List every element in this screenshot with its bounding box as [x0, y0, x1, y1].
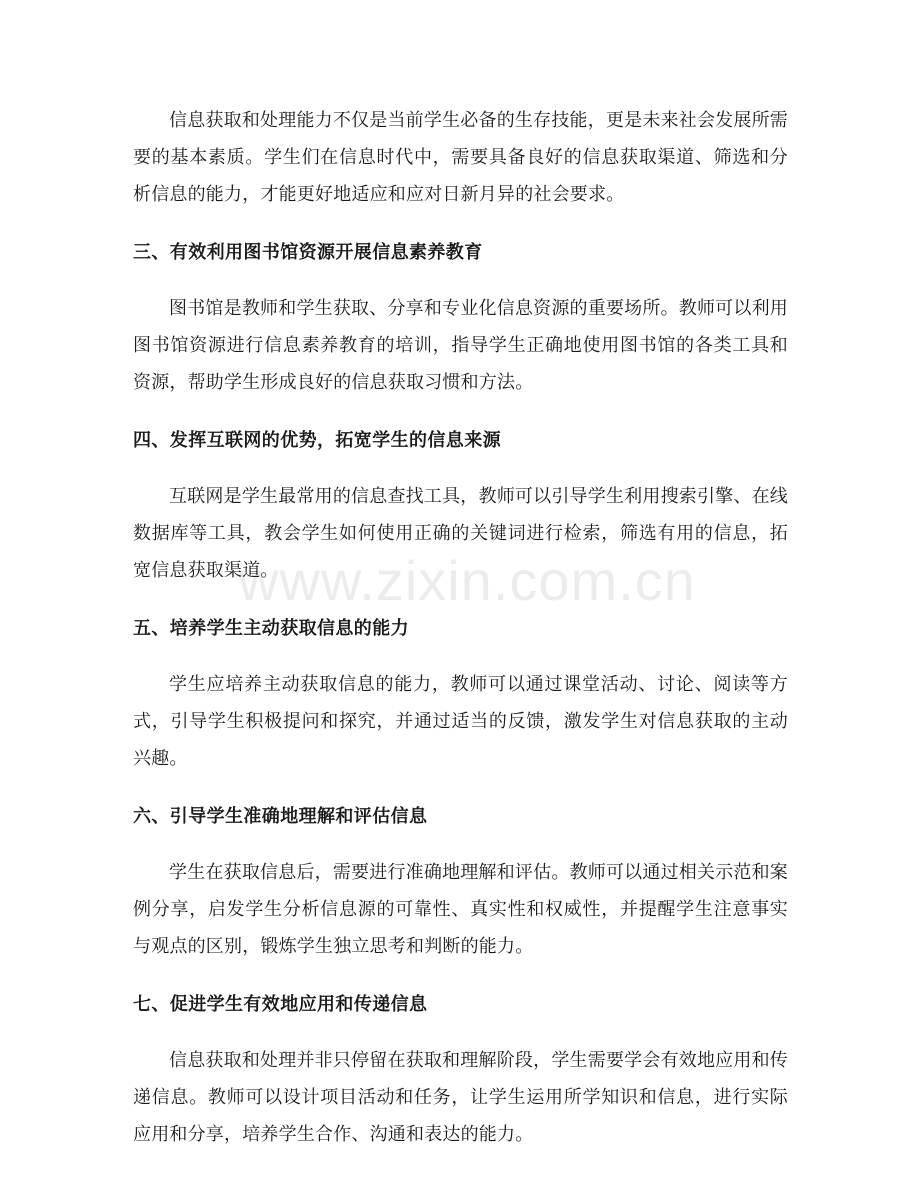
section-paragraph-3: 图书馆是教师和学生获取、分享和专业化信息资源的重要场所。教师可以利用图书馆资源进行信息素养教育的培训，指导学生正确地使用图书馆的各类工具和资源，帮助学生形成良好的信息获取习惯和方法。 — [133, 298, 788, 393]
spacer — [133, 271, 788, 290]
spacer — [133, 647, 788, 666]
document-body — [133, 102, 788, 1153]
section-heading-6: 六、引导学生准确地理解和评估信息 — [133, 806, 428, 827]
section-paragraph-4: 互联网是学生最常用的信息查找工具，教师可以引导学生利用搜索引擎、在线数据库等工具，教会学生如何使用正确的关键词进行检索，筛选有用的信息，拓宽信息获取渠道。 — [133, 486, 788, 581]
spacer — [133, 835, 788, 854]
paragraph-intro: 信息获取和处理能力不仅是当前学生必备的生存技能，更是未来社会发展所需要的基本素质。学生们在信息时代中，需要具备良好的信息获取渠道、筛选和分析信息的能力，才能更好地适应和应对日新月异的社会要求。 — [133, 110, 788, 205]
spacer — [133, 1023, 788, 1042]
spacer — [133, 213, 788, 234]
spacer — [133, 401, 788, 422]
section-heading-3: 三、有效利用图书馆资源开展信息素养教育 — [133, 242, 483, 263]
spacer — [133, 965, 788, 986]
section-heading-4: 四、发挥互联网的优势，拓宽学生的信息来源 — [133, 430, 501, 451]
spacer — [133, 777, 788, 798]
section-heading-5: 五、培养学生主动获取信息的能力 — [133, 618, 409, 639]
spacer — [133, 459, 788, 478]
section-paragraph-5: 学生应培养主动获取信息的能力，教师可以通过课堂活动、讨论、阅读等方式，引导学生积极提问和探究，并通过适当的反馈，激发学生对信息获取的主动兴趣。 — [133, 674, 788, 769]
watermark-text: www.zixin.com.cn — [238, 549, 696, 612]
spacer — [133, 589, 788, 610]
section-heading-7: 七、促进学生有效地应用和传递信息 — [133, 994, 428, 1015]
section-paragraph-6: 学生在获取信息后，需要进行准确地理解和评估。教师可以通过相关示范和案例分享，启发学生分析信息源的可靠性、真实性和权威性，并提醒学生注意事实与观点的区别，锻炼学生独立思考和判断的能力。 — [133, 862, 788, 957]
section-paragraph-7: 信息获取和处理并非只停留在获取和理解阶段，学生需要学会有效地应用和传递信息。教师可以设计项目活动和任务，让学生运用所学知识和信息，进行实际应用和分享，培养学生合作、沟通和表达的能力。 — [133, 1050, 788, 1145]
